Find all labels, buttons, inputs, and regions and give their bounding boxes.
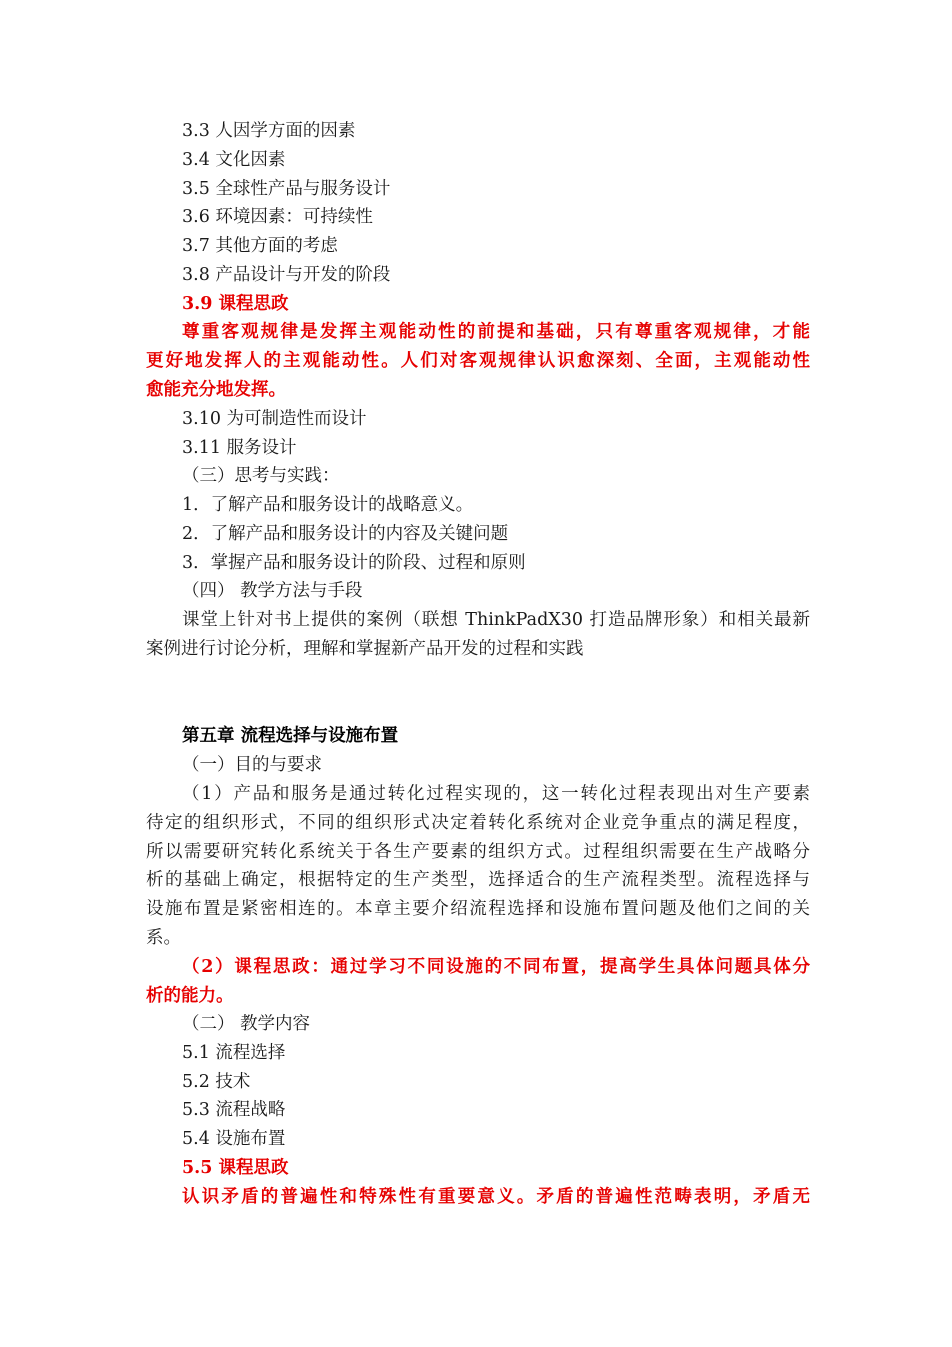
toc-3-6: 3.6 环境因素：可持续性 (182, 207, 373, 227)
section-heading: （二） 教学内容 (182, 1014, 311, 1034)
toc-5-5-heading: 5.5 课程思政 (182, 1158, 289, 1178)
toc-3-8: 3.8 产品设计与开发的阶段 (182, 265, 391, 285)
toc-3-10: 3.10 为可制造性而设计 (182, 409, 367, 429)
list-item: 3．掌握产品和服务设计的阶段、过程和原则 (182, 553, 526, 573)
list-item: 1．了解产品和服务设计的战略意义。 (182, 495, 474, 515)
toc-3-11: 3.11 服务设计 (182, 438, 297, 458)
toc-3-9-heading: 3.9 课程思政 (182, 294, 289, 314)
paragraph-line: 课堂上针对书上提供的案例（联想 ThinkPadX30 打造品牌形象）和相关最新 (182, 610, 810, 630)
paragraph-line: 待定的组织形式，不同的组织形式决定着转化系统对企业竞争重点的满足程度， (146, 813, 810, 833)
toc-5-2: 5.2 技术 (182, 1072, 251, 1092)
paragraph-line: （1）产品和服务是通过转化过程实现的，这一转化过程表现出对生产要素 (182, 784, 810, 804)
ideology-paragraph-line: 析的能力。 (146, 986, 234, 1006)
toc-3-7: 3.7 其他方面的考虑 (182, 236, 338, 256)
paragraph-line: 设施布置是紧密相连的。本章主要介绍流程选择和设施布置问题及他们之间的关 (146, 899, 810, 919)
paragraph-line: 系。 (146, 928, 181, 948)
paragraph-line: 析的基础上确定，根据特定的生产类型，选择适合的生产流程类型。流程选择与 (146, 870, 810, 890)
section-heading: （一）目的与要求 (182, 755, 322, 775)
paragraph-line: 案例进行讨论分析，理解和掌握新产品开发的过程和实践 (146, 639, 584, 659)
ideology-paragraph-line: （2）课程思政：通过学习不同设施的不同布置，提高学生具体问题具体分 (182, 957, 810, 977)
ideology-paragraph-line: 更好地发挥人的主观能动性。人们对客观规律认识愈深刻、全面，主观能动性 (146, 351, 810, 371)
ideology-paragraph-line: 尊重客观规律是发挥主观能动性的前提和基础，只有尊重客观规律，才能 (182, 322, 810, 342)
section-heading: （三）思考与实践： (182, 466, 340, 486)
toc-3-3: 3.3 人因学方面的因素 (182, 121, 356, 141)
toc-5-1: 5.1 流程选择 (182, 1043, 286, 1063)
toc-5-3: 5.3 流程战略 (182, 1100, 286, 1120)
paragraph-line: 所以需要研究转化系统关于各生产要素的组织方式。过程组织需要在生产战略分 (146, 842, 810, 862)
chapter-title: 第五章 流程选择与设施布置 (182, 726, 399, 746)
toc-3-4: 3.4 文化因素 (182, 150, 286, 170)
section-heading: （四） 教学方法与手段 (182, 581, 363, 601)
toc-5-4: 5.4 设施布置 (182, 1129, 286, 1149)
list-item: 2．了解产品和服务设计的内容及关键问题 (182, 524, 509, 544)
toc-3-5: 3.5 全球性产品与服务设计 (182, 179, 391, 199)
ideology-paragraph-line: 愈能充分地发挥。 (146, 380, 286, 400)
ideology-paragraph-line: 认识矛盾的普遍性和特殊性有重要意义。矛盾的普遍性范畴表明，矛盾无 (182, 1187, 810, 1207)
